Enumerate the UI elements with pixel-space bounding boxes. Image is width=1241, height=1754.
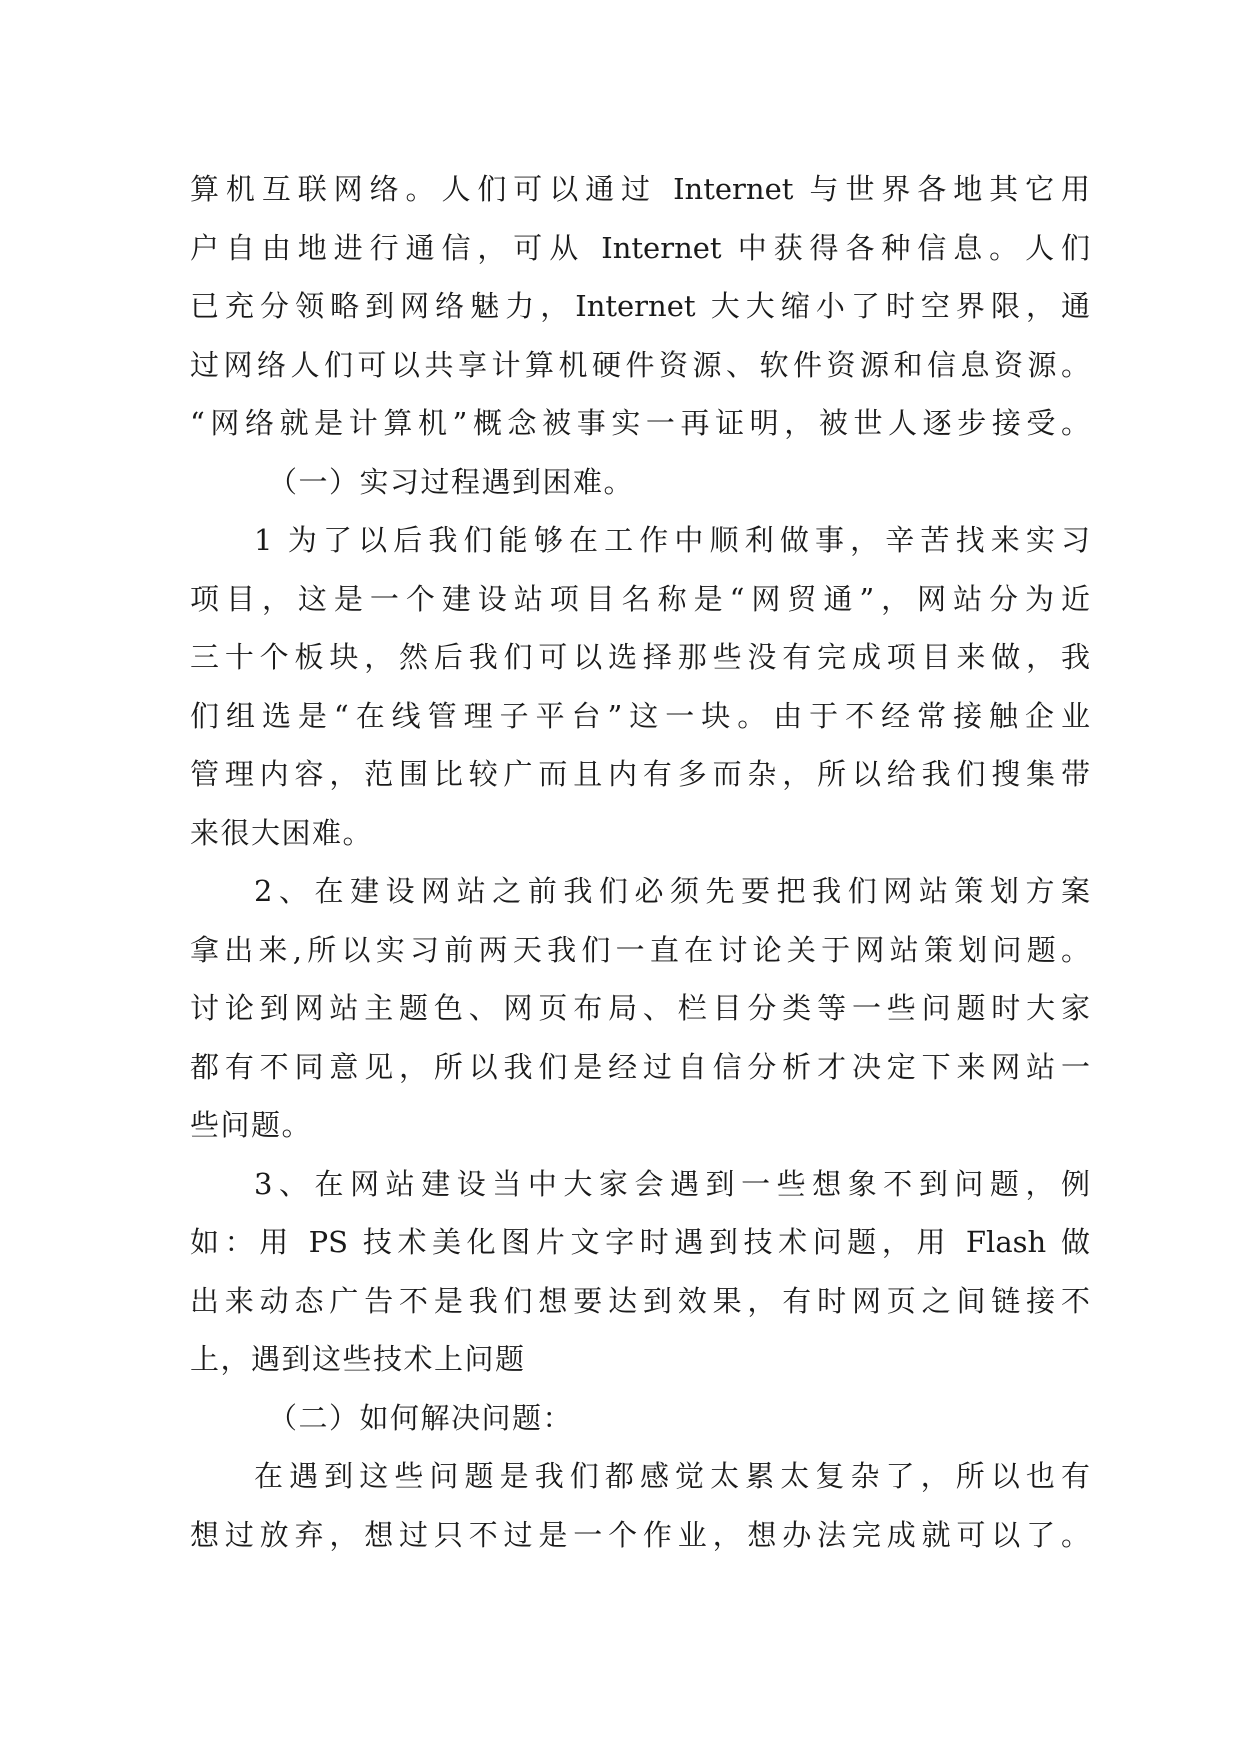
text-line: 过网络人们可以共享计算机硬件资源、软件资源和信息资源。 [190, 347, 1090, 382]
text-line: 如：用 PS 技术美化图片文字时遇到技术问题，用 Flash 做 [190, 1225, 1090, 1259]
text-line: 上，遇到这些技术上问题 [190, 1342, 526, 1376]
text-line: 2、在建设网站之前我们必须先要把我们网站策划方案 [254, 874, 1090, 908]
text-line: 管理内容，范围比较广而且内有多而杂，所以给我们搜集带 [190, 757, 1090, 791]
text-line: 户自由地进行通信，可从 Internet 中获得各种信息。人们 [190, 230, 1090, 265]
text-line: 拿出来,所以实习前两天我们一直在讨论关于网站策划问题。 [190, 932, 1090, 967]
text-line: 来很大困难。 [190, 815, 374, 850]
text-line: 出来动态广告不是我们想要达到效果，有时网页之间链接不 [190, 1283, 1090, 1318]
section-heading: （二）如何解决问题： [268, 1400, 574, 1435]
text-line: 想过放弃，想过只不过是一个作业，想办法完成就可以了。 [190, 1517, 1090, 1552]
text-line: 讨论到网站主题色、网页布局、栏目分类等一些问题时大家 [190, 991, 1090, 1025]
text-line: 3、在网站建设当中大家会遇到一些想象不到问题，例 [254, 1166, 1090, 1201]
text-line: 项目，这是一个建设站项目名称是“网贸通”，网站分为近 [190, 581, 1090, 616]
text-line: 1 为了以后我们能够在工作中顺利做事，辛苦找来实习 [254, 523, 1090, 557]
text-line: 些问题。 [190, 1108, 313, 1142]
text-line: 在遇到这些问题是我们都感觉太累太复杂了，所以也有 [254, 1459, 1090, 1493]
section-heading: （一）实习过程遇到困难。 [268, 464, 635, 499]
text-line: 三十个板块，然后我们可以选择那些没有完成项目来做，我 [190, 640, 1090, 674]
body-text [190, 160, 1090, 1564]
text-line: “网络就是计算机”概念被事实一再证明，被世人逐步接受。 [190, 406, 1090, 440]
text-line: 都有不同意见，所以我们是经过自信分析才决定下来网站一 [190, 1049, 1090, 1084]
text-line: 算机互联网络。人们可以通过 Internet 与世界各地其它用 [190, 172, 1090, 206]
text-line: 已充分领略到网络魅力，Internet 大大缩小了时空界限，通 [190, 289, 1090, 323]
text-line: 们组选是“在线管理子平台”这一块。由于不经常接触企业 [190, 698, 1090, 733]
